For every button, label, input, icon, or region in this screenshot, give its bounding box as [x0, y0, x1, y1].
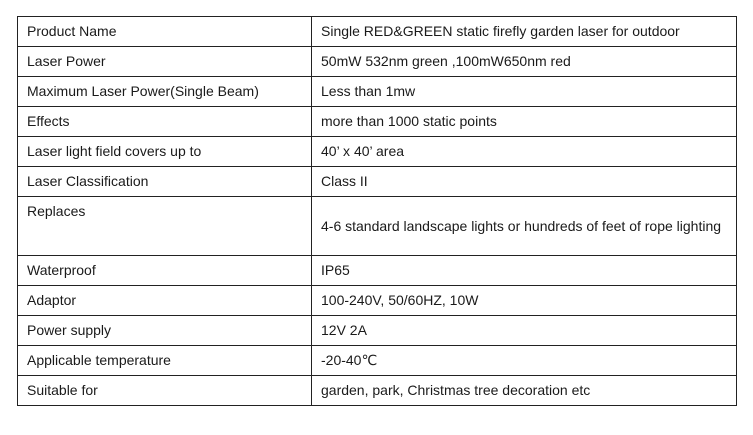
spec-label: Laser Power [18, 47, 312, 77]
table-row [18, 107, 737, 137]
table-row [18, 47, 737, 77]
table-row [18, 77, 737, 107]
spec-label: Maximum Laser Power(Single Beam) [18, 77, 312, 107]
spec-label: Laser light field covers up to [18, 137, 312, 167]
spec-label: Product Name [18, 17, 312, 47]
table-row [18, 256, 737, 286]
spec-value: Class II [312, 167, 737, 197]
spec-label: Suitable for [18, 376, 312, 406]
spec-label: Power supply [18, 316, 312, 346]
spec-label: Effects [18, 107, 312, 137]
table-row [18, 137, 737, 167]
table-row [18, 286, 737, 316]
spec-label: Laser Classification [18, 167, 312, 197]
spec-value: garden, park, Christmas tree decoration etc [312, 376, 737, 406]
table-row [18, 167, 737, 197]
spec-value: Single RED&GREEN static firefly garden laser for outdoor [312, 17, 737, 47]
spec-value: -20-40℃ [312, 346, 737, 376]
spec-value: 40’ x 40’ area [312, 137, 737, 167]
table-row [18, 346, 737, 376]
spec-value: 12V 2A [312, 316, 737, 346]
table-row [18, 316, 737, 346]
product-spec-table [17, 16, 737, 406]
spec-value: 100-240V, 50/60HZ, 10W [312, 286, 737, 316]
spec-label: Waterproof [18, 256, 312, 286]
spec-value: 50mW 532nm green ,100mW650nm red [312, 47, 737, 77]
table-row [18, 17, 737, 47]
spec-value: Less than 1mw [312, 77, 737, 107]
spec-label: Replaces [18, 197, 312, 256]
table-row [18, 376, 737, 406]
table-row [18, 197, 737, 256]
spec-value: 4-6 standard landscape lights or hundreds of feet of rope lighting [312, 197, 737, 256]
spec-value: more than 1000 static points [312, 107, 737, 137]
spec-value: IP65 [312, 256, 737, 286]
spec-label: Adaptor [18, 286, 312, 316]
spec-label: Applicable temperature [18, 346, 312, 376]
